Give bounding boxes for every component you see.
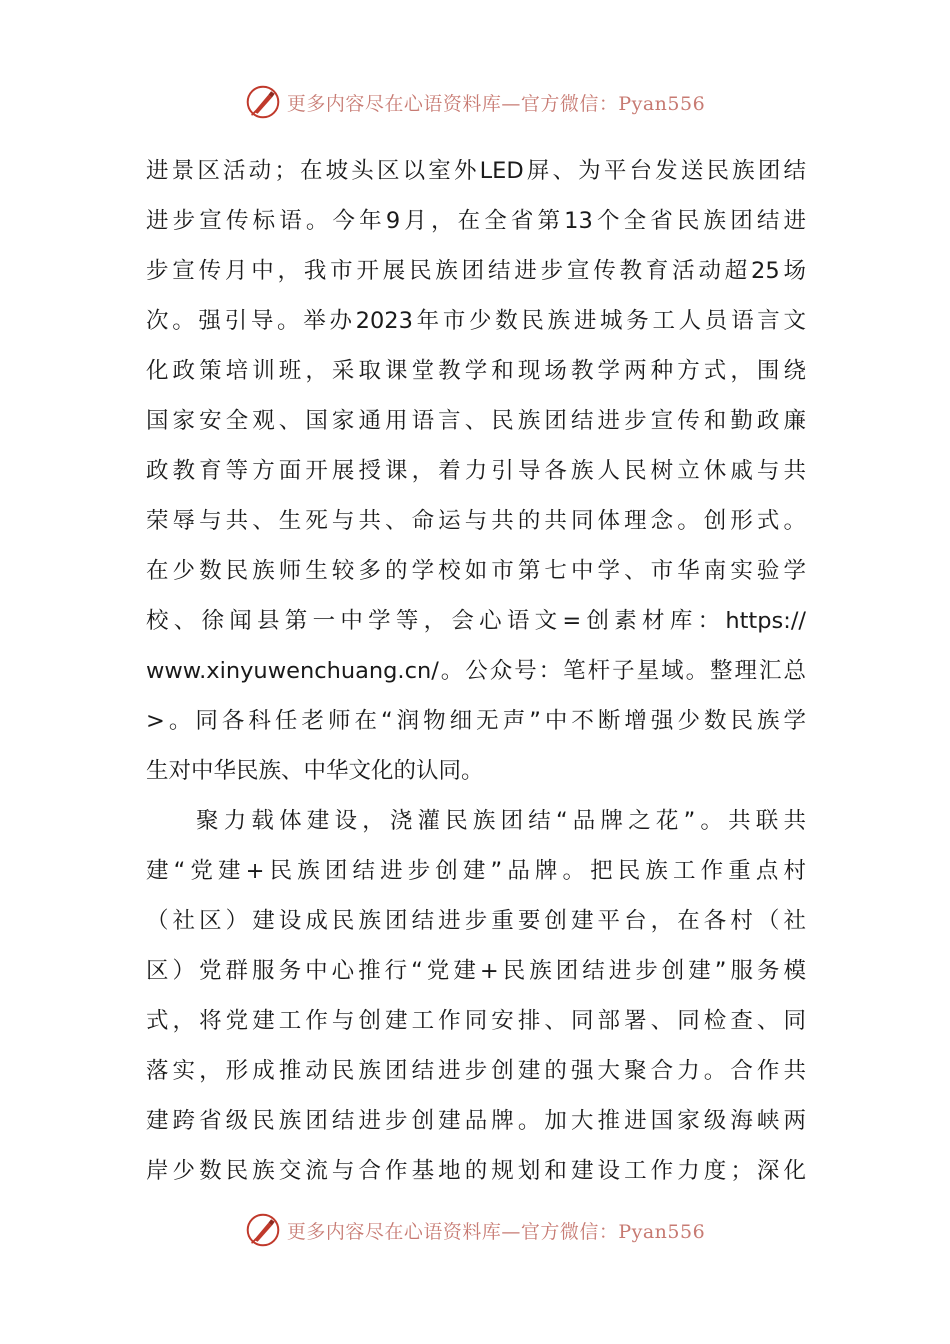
text-line: 岸少数民族交流与合作基地的规划和建设工作力度；深化	[146, 1158, 806, 1184]
text-line: 次。强引导。举办2023年市少数民族进城务工人员语言文	[146, 308, 806, 334]
text-line: 国家安全观、国家通用语言、民族团结进步宣传和勤政廉	[146, 408, 806, 434]
watermark-text: 更多内容尽在心语资料库—官方微信：Pyan556	[286, 1220, 706, 1243]
text-line: 区）党群服务中心推行“党建+民族团结进步创建”服务模	[146, 958, 806, 984]
text-line: 在少数民族师生较多的学校如市第七中学、市华南实验学	[146, 558, 806, 584]
article-body	[146, 146, 806, 1196]
text-line: 进景区活动；在坡头区以室外LED屏、为平台发送民族团结	[146, 158, 806, 184]
text-line: >。同各科任老师在“润物细无声”中不断增强少数民族学	[146, 708, 806, 734]
text-line: 式，将党建工作与创建工作同安排、同部署、同检查、同	[146, 1008, 806, 1034]
pen-nib-icon	[245, 1212, 281, 1248]
text-line: 步宣传月中，我市开展民族团结进步宣传教育活动超25场	[146, 258, 806, 284]
text-line: 生对中华民族、中华文化的认同。	[146, 758, 484, 784]
text-line: 进步宣传标语。今年9月，在全省第13个全省民族团结进	[146, 208, 806, 234]
text-line: 校、徐闻县第一中学等，会心语文=创素材库：https://	[146, 608, 806, 634]
paragraph-first-line: 聚力载体建设，浇灌民族团结“品牌之花”。共联共	[196, 808, 806, 834]
text-line: 落实，形成推动民族团结进步创建的强大聚合力。合作共	[146, 1058, 806, 1084]
watermark-text: 更多内容尽在心语资料库—官方微信：Pyan556	[286, 92, 706, 115]
header-watermark-banner	[0, 82, 950, 122]
text-line: 化政策培训班，采取课堂教学和现场教学两种方式，围绕	[146, 358, 806, 384]
text-line: www.xinyuwenchuang.cn/。公众号：笔杆子星域。整理汇总	[146, 658, 806, 684]
text-line: （社区）建设成民族团结进步重要创建平台，在各村（社	[146, 908, 806, 934]
pen-nib-icon	[245, 84, 281, 120]
text-line: 建“党建+民族团结进步创建”品牌。把民族工作重点村	[146, 858, 806, 884]
footer-watermark-banner	[0, 1210, 950, 1250]
text-line: 建跨省级民族团结进步创建品牌。加大推进国家级海峡两	[146, 1108, 806, 1134]
text-line: 政教育等方面开展授课，着力引导各族人民树立休戚与共	[146, 458, 806, 484]
text-line: 荣辱与共、生死与共、命运与共的共同体理念。创形式。	[146, 508, 806, 534]
